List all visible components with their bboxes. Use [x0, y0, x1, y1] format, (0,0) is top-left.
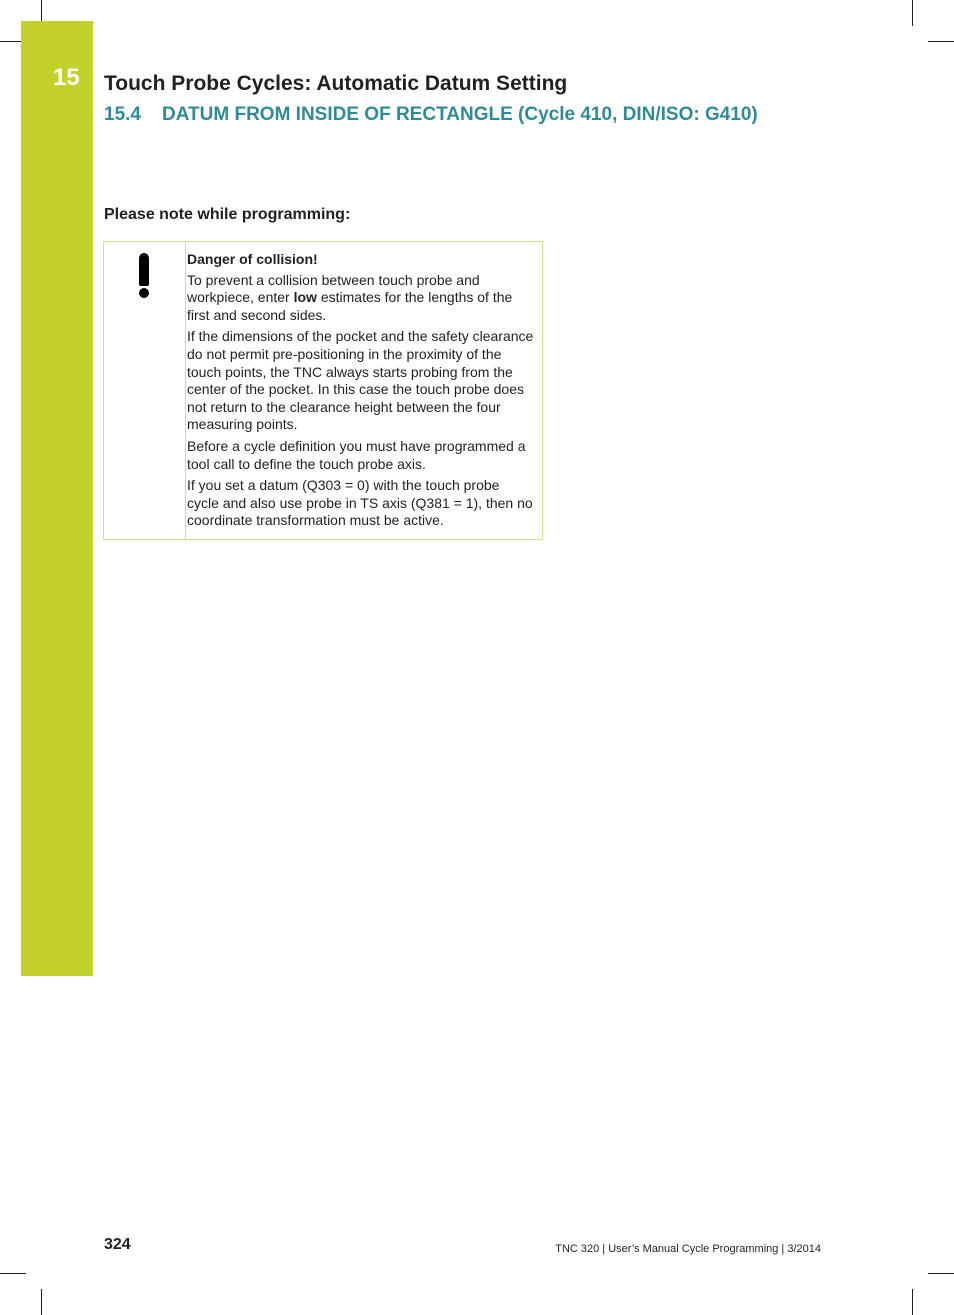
crop-mark — [41, 1289, 42, 1315]
note-paragraph: If the dimensions of the pocket and the safety clearance do not permit pre-positioning in the proximity of the touch points, the TNC always starts probing from the center of the pocket. In this case the touch probe does not return to the clearance height between the four measuring points. — [187, 328, 534, 433]
note-divider — [185, 242, 186, 539]
note-text: To prevent a collision between touch probe and workpiece, enter — [187, 271, 480, 306]
chapter-title: Touch Probe Cycles: Automatic Datum Setting — [104, 72, 568, 95]
section-number: 15.4 — [104, 104, 141, 125]
crop-mark — [928, 1273, 954, 1274]
note-paragraph: Before a cycle definition you must have programmed a tool call to define the touch probe axis. — [187, 437, 526, 472]
crop-mark — [912, 1289, 913, 1315]
section-title: DATUM FROM INSIDE OF RECTANGLE (Cycle 410, DIN/ISO: G410) — [162, 104, 758, 125]
page-number: 324 — [104, 1236, 131, 1253]
crop-mark — [912, 0, 913, 26]
crop-mark — [0, 1273, 26, 1274]
chapter-number: 15 — [53, 64, 80, 91]
exclamation-icon — [134, 253, 154, 299]
crop-mark — [928, 41, 954, 42]
subheading: Please note while programming: — [104, 206, 351, 223]
chapter-sidebar — [21, 21, 93, 976]
note-emphasis: low — [293, 289, 317, 306]
warning-note — [103, 241, 543, 540]
note-paragraph — [187, 272, 535, 325]
footer-doc-info: TNC 320 | User’s Manual Cycle Programming | 3/2014 — [555, 1243, 821, 1255]
note-paragraph: If you set a datum (Q303 = 0) with the touch probe cycle and also use probe in TS axis (Q381 = 1), then no coordinate transformation must be active. — [187, 477, 533, 529]
note-body — [187, 251, 535, 534]
section-heading — [104, 104, 758, 126]
note-title: Danger of collision! — [187, 251, 318, 267]
note-text: estimates for the lengths of the first and second sides. — [187, 289, 513, 323]
